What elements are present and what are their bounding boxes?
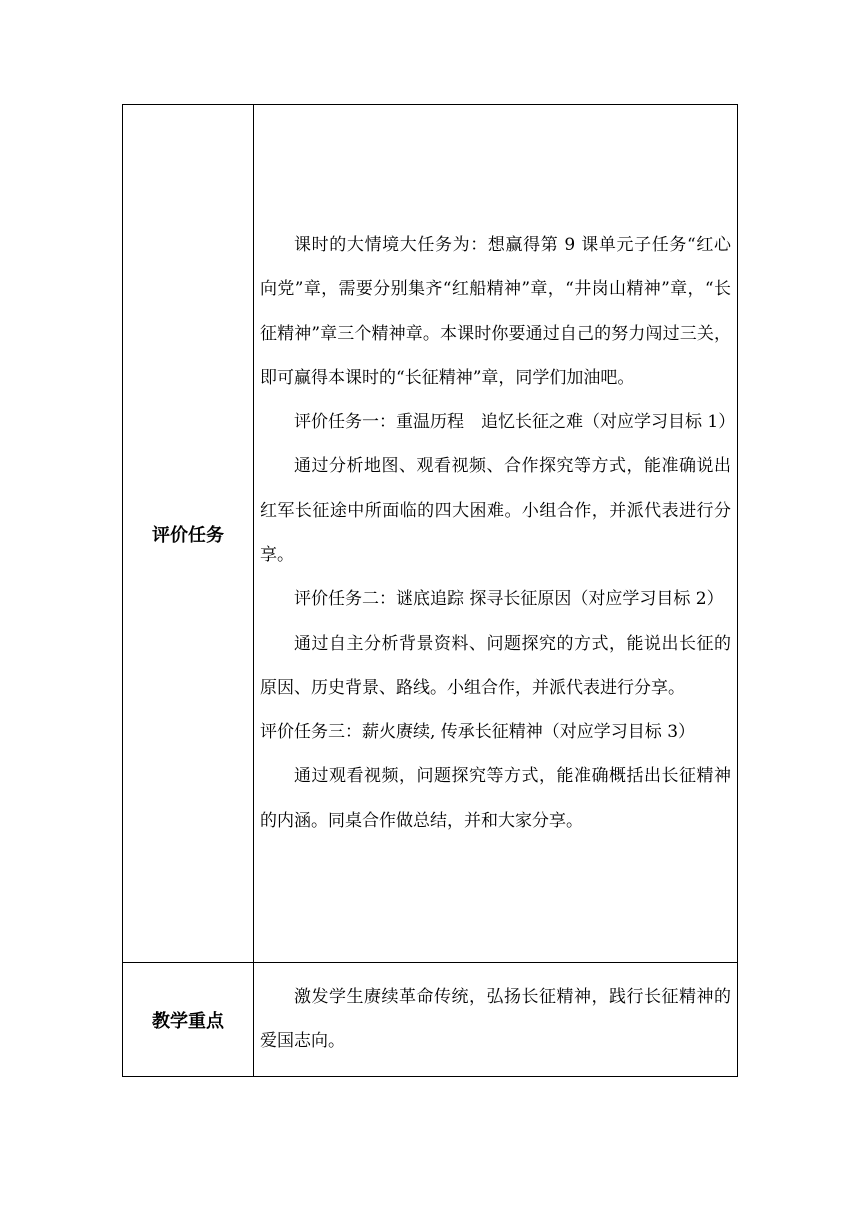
evaluation-tasks-content: [254, 105, 738, 963]
task-one-description: 通过分析地图、观看视频、合作探究等方式，能准确说出红军长征途中所面临的四大困难。小组合作，并派代表进行分享。: [260, 456, 731, 565]
task-two-heading: 评价任务二：谜底追踪 探寻长征原因（对应学习目标 2）: [294, 589, 724, 610]
task-three-description: 通过观看视频，问题探究等方式，能准确概括出长征精神的内涵。同桌合作做总结，并和大家分享。: [260, 766, 731, 831]
task-three-heading: 评价任务三：薪火赓续, 传承长征精神（对应学习目标 3）: [260, 722, 696, 743]
row-label-evaluation-tasks: 评价任务: [123, 105, 254, 963]
teaching-focus-paragraph: 激发学生赓续革命传统，弘扬长征精神，践行长征精神的爱国志向。: [260, 986, 731, 1051]
teaching-focus-content: [254, 963, 738, 1077]
table-row-evaluation-tasks: [123, 105, 738, 963]
task-one-heading: 评价任务一：重温历程 追忆长征之难（对应学习目标 1）: [294, 412, 736, 433]
row-label-teaching-focus: 教学重点: [123, 963, 254, 1077]
task-two-description: 通过自主分析背景资料、问题探究的方式，能说出长征的原因、历史背景、路线。小组合作，并派代表进行分享。: [260, 633, 731, 698]
lesson-plan-table: [122, 104, 738, 1077]
task-intro-paragraph: 课时的大情境大任务为：想赢得第 9 课单元子任务“红心向党”章，需要分别集齐“红船精神”章，“井岗山精神”章，“长征精神”章三个精神章。本课时你要通过自己的努力闯过三关，即可赢得本课时的“长征精神”章，同学们加油吧。: [260, 234, 731, 388]
table-row-teaching-focus: [123, 963, 738, 1077]
